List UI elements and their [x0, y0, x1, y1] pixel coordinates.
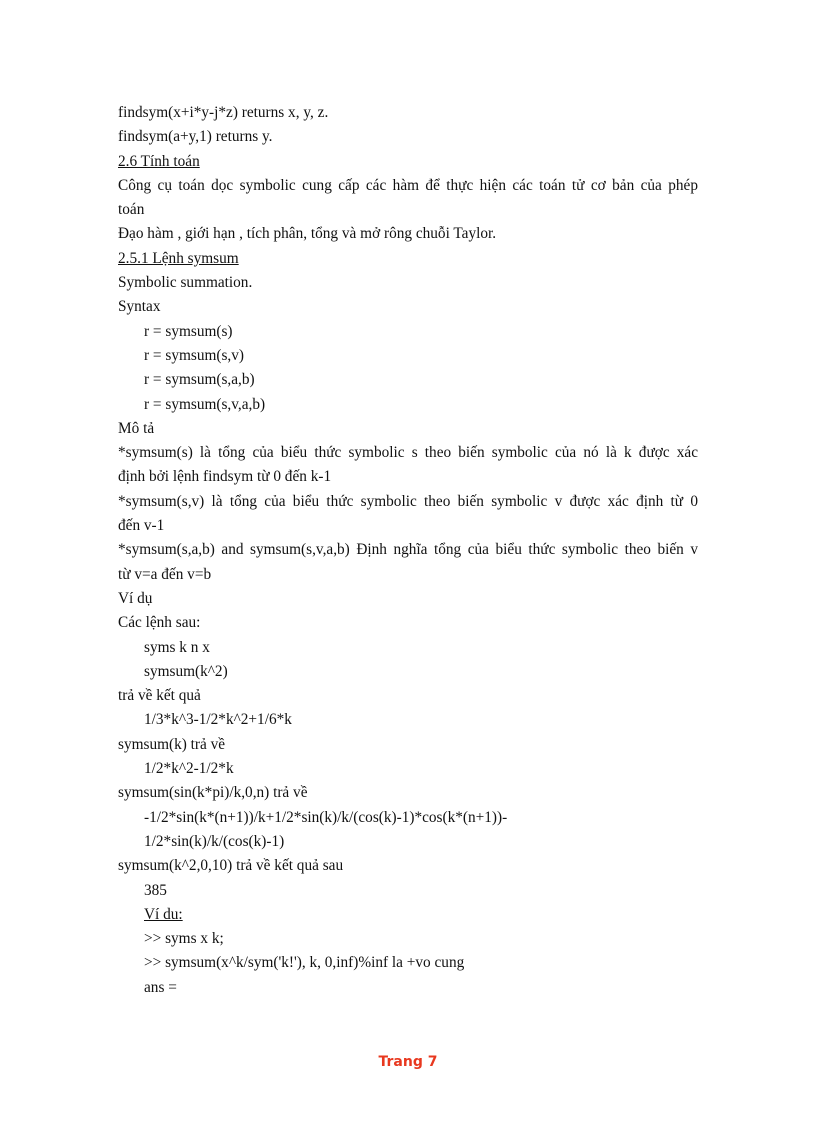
- code-line: 1/2*k^2-1/2*k: [144, 760, 234, 778]
- text-line: Các lệnh sau:: [118, 614, 201, 632]
- code-line: 1/2*sin(k)/k/(cos(k)-1): [144, 832, 285, 850]
- code-line: >> symsum(x^k/sym('k!'), k, 0,inf)%inf la +vo cung: [144, 954, 465, 972]
- text-line: symsum(sin(k*pi)/k,0,n) trả về: [118, 784, 308, 802]
- text-line: Công cụ toán dọc symbolic cung cấp các hàm để thực hiện các toán tử cơ bản của phép: [118, 176, 698, 194]
- text-line: Ví dụ: [118, 589, 153, 607]
- document-body: [118, 101, 698, 1000]
- text-line: symsum(k^2,0,10) trả về kết quả sau: [118, 857, 344, 875]
- text-line: từ v=a đến v=b: [118, 565, 212, 583]
- text-line: findsym(a+y,1) returns y.: [118, 128, 273, 146]
- text-line: Syntax: [118, 298, 161, 316]
- section-heading: 2.6 Tính toán: [118, 152, 200, 170]
- code-line: syms k n x: [144, 638, 210, 656]
- code-line: >> syms x k;: [144, 930, 224, 948]
- text-line: trả về kết quả: [118, 687, 201, 705]
- code-line: -1/2*sin(k*(n+1))/k+1/2*sin(k)/k/(cos(k)-1)*cos(k*(n+1))-: [144, 808, 508, 826]
- page-number: Trang 7: [378, 1054, 438, 1070]
- code-line: r = symsum(s,a,b): [144, 371, 255, 389]
- code-line: symsum(k^2): [144, 662, 228, 680]
- code-line: 1/3*k^3-1/2*k^2+1/6*k: [144, 711, 292, 729]
- text-line: Đạo hàm , giới hạn , tích phân, tổng và mở rông chuỗi Taylor.: [118, 225, 497, 243]
- text-line: *symsum(s,a,b) and symsum(s,v,a,b) Định nghĩa tổng của biểu thức symbolic theo biến v: [118, 541, 698, 559]
- code-line: r = symsum(s,v,a,b): [144, 395, 266, 413]
- text-line: Symbolic summation.: [118, 274, 253, 292]
- example-heading: Ví du:: [144, 905, 183, 923]
- text-line: đến v-1: [118, 517, 165, 535]
- code-line: r = symsum(s,v): [144, 346, 244, 364]
- text-line: symsum(k) trả về: [118, 735, 226, 753]
- code-line: r = symsum(s): [144, 322, 233, 340]
- text-line: Mô tả: [118, 419, 155, 437]
- text-line: *symsum(s) là tổng của biểu thức symbolic s theo biến symbolic của nó là k được xác: [118, 444, 698, 462]
- code-line: ans =: [144, 978, 177, 996]
- text-line: findsym(x+i*y-j*z) returns x, y, z.: [118, 104, 329, 121]
- text-line: định bởi lệnh findsym từ 0 đến k-1: [118, 468, 332, 486]
- text-line: *symsum(s,v) là tổng của biểu thức symbolic theo biến symbolic v được xác định từ 0: [118, 492, 698, 510]
- text-line: toán: [118, 201, 145, 219]
- code-line: 385: [144, 881, 167, 899]
- subsection-heading: 2.5.1 Lệnh symsum: [118, 249, 239, 267]
